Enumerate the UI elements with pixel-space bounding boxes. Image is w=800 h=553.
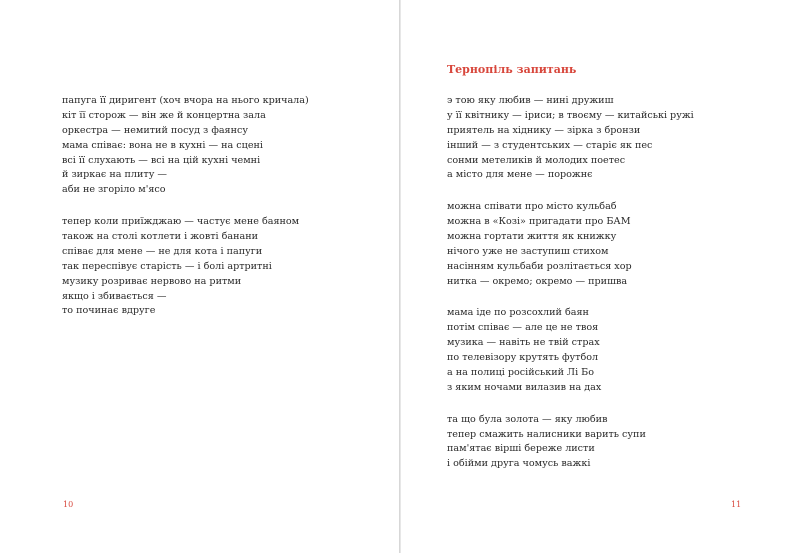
page-number-right: 11	[731, 500, 742, 509]
poem-line: так переспівує старість — і болі артритні	[62, 260, 272, 272]
stanza-break	[447, 183, 694, 200]
poem-line: мама співає: вона не в кухні — на сцені	[62, 139, 263, 151]
stanza	[447, 200, 694, 289]
page-number-left: 10	[63, 500, 74, 509]
poem-line: співає для мене — не для кота і папуги	[62, 245, 263, 257]
stanza	[447, 413, 694, 473]
stanza	[62, 94, 309, 198]
poem-line: то починає вдруге	[62, 305, 156, 317]
poem-line: тепер смажить налисники варить супи	[447, 428, 646, 440]
poem-line: можна гортати життя як книжку	[447, 231, 617, 243]
poem-line: потім співає — але це не твоя	[447, 322, 599, 334]
poem-line: приятель на хіднику — зірка з бронзи	[447, 124, 641, 136]
poem-line: у її квітнику — іриси; в твоєму — китайські ружі	[447, 109, 694, 121]
poem-line: нитка — окремо; окремо — пришва	[447, 275, 628, 287]
stanza	[447, 94, 694, 183]
left-poem	[62, 94, 309, 319]
poem-line: всі її слухають — всі на цій кухні чемні	[62, 154, 261, 166]
poem-line: можна в «Козі» пригадати про БАМ	[447, 216, 631, 228]
poem-line: оркестра — немитий посуд з фаянсу	[62, 124, 249, 136]
poem-line: й зиркає на плиту —	[62, 169, 167, 181]
poem-title: Тернопіль запитань	[447, 63, 577, 76]
poem-line: та що була золота — яку любив	[447, 413, 608, 425]
stanza-break	[62, 198, 309, 215]
stanza-break	[447, 396, 694, 413]
poem-line: і обійми друга чомусь важкі	[447, 458, 591, 470]
poem-line: э тою яку любив — нині дружиш	[447, 95, 614, 106]
stanza-break	[447, 290, 694, 307]
poem-line: інший — з студентських — старіє як пес	[447, 139, 653, 151]
poem-line: якщо і збивається —	[62, 290, 167, 302]
poem-line: сонми метеликів й молодих поетес	[447, 154, 626, 166]
poem-line: папуга її диригент (хоч вчора на нього кричала)	[62, 95, 309, 106]
poem-line: музику розриває нервово на ритми	[62, 275, 242, 287]
poem-line: також на столі котлети і жовті банани	[62, 231, 259, 243]
poem-line: кіт її сторож — він же й концертна зала	[62, 109, 266, 121]
poem-line: аби не згоріло м'ясо	[62, 184, 166, 196]
right-page	[401, 0, 800, 553]
poem-line: по телевізору крутять футбол	[447, 352, 599, 364]
poem-line: а місто для мене — порожнє	[447, 169, 593, 181]
stanza	[447, 306, 694, 395]
poem-line: а на полиці російський Лі Бо	[447, 367, 595, 379]
poem-line: можна співати про місто кульбаб	[447, 201, 617, 213]
poem-line: пам'ятає вірші береже листи	[447, 443, 595, 455]
poem-line: музика — навіть не твій страх	[447, 337, 600, 349]
poem-line: тепер коли приїжджаю — частує мене баяном	[62, 216, 300, 228]
poem-line: нічого уже не заступиш стихом	[447, 245, 609, 257]
poem-line: насінням кульбаби розлітається хор	[447, 260, 632, 272]
poem-line: з яким ночами вилазив на дах	[447, 381, 602, 393]
poem-line: мама іде по розсохлий баян	[447, 307, 589, 319]
stanza	[62, 215, 309, 319]
right-poem	[447, 94, 694, 472]
